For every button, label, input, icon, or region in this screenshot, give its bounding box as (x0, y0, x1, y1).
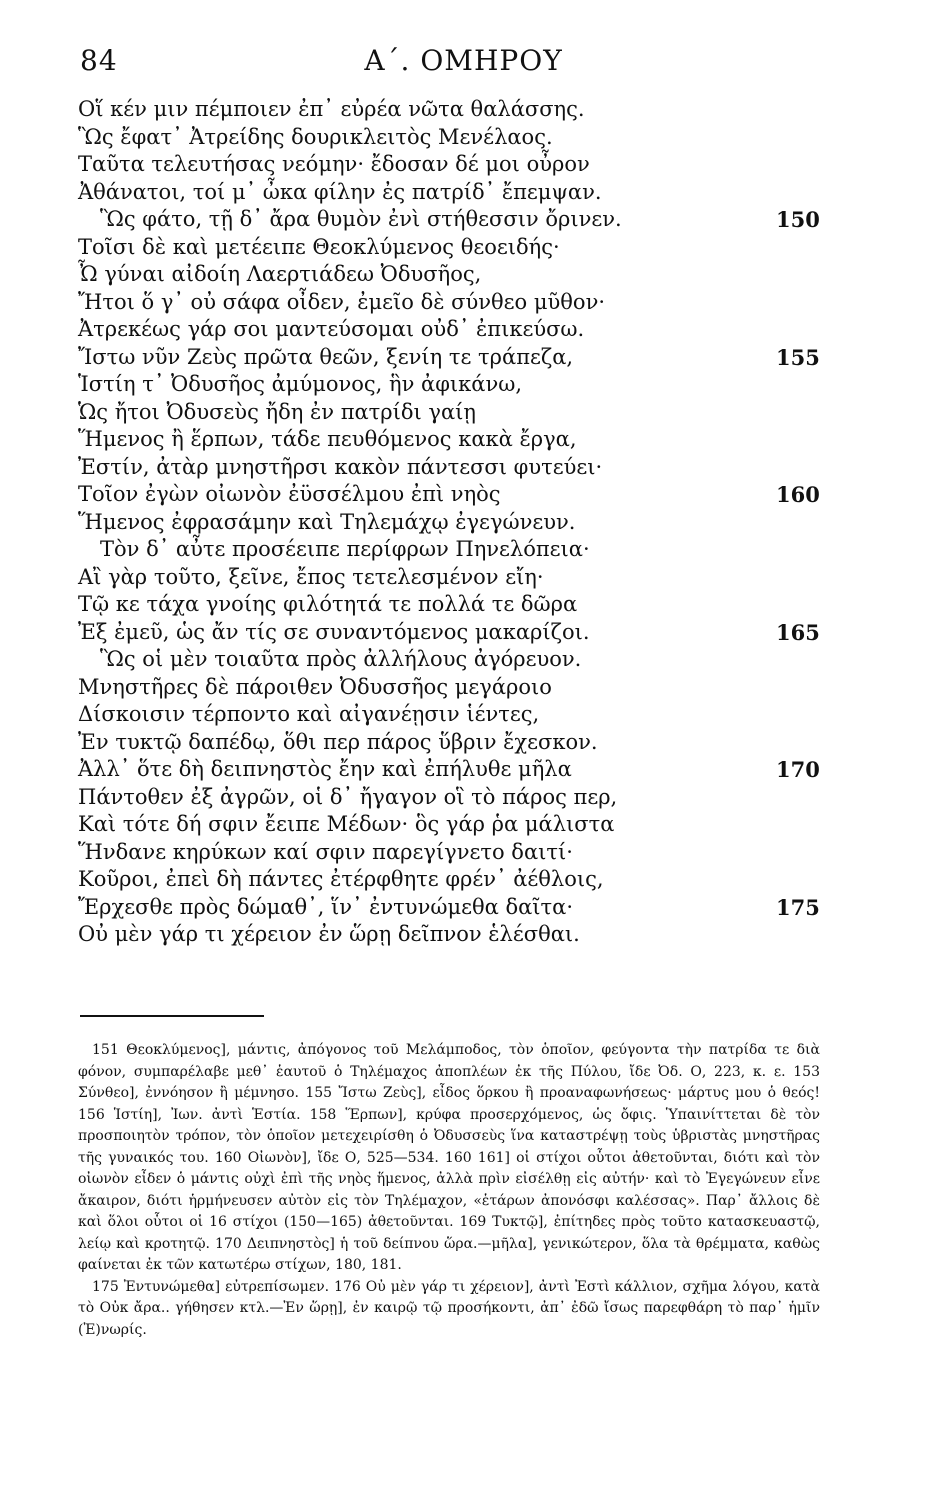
verse-line (78, 124, 838, 152)
verse-line (78, 894, 838, 922)
verse-text: Τῷ κε τάχα γνοίης φιλότητά τε πολλά τε δῶρα (78, 592, 578, 616)
verse-text: Ἐξ ἐμεῦ, ὡς ἄν τίς σε συναντόμενος μακαρίζοι. (78, 619, 590, 644)
verse-line (78, 811, 838, 839)
verse-line (78, 399, 838, 427)
footnote-paragraph: 151 Θεοκλύμενος], μάντις, ἀπόγονος τοῦ Μελάμποδος, τὸν ὁποῖον, φεύγοντα τὴν πατρίδα τε διὰ φόνον, συμπαρέλαβε μεθ᾽ ἑαυτοῦ ὁ Τηλέμαχος ἀποπλέων ἐκ τῆς Πύλου, ἴδε Ὀδ. Ο, 223, κ. ε. 153 Σύνθεο], ἐννόησον ἢ μέμνησο. 155 Ἴστω Ζεὺς], εἶδος ὅρκου ἢ προαναφωνήσεως· μάρτυς μου ὁ θεός! 156 Ἱστίη], Ἰων. ἀντὶ Ἑστία. 158 Ἕρπων], κρύφα προσερχόμενος, ὡς ὄφις. Ὑπαινίττεται δὲ τὸν προσποιητὸν τρόπον, τὸν ὁποῖον μετεχειρίσθη ὁ Ὀδυσσεὺς ἵνα καταστρέψῃ τοὺς ὑβριστὰς μνηστῆρας τῆς γυναικός του. 160 Οἰωνὸν], ἴδε Ο, 525—534. 160 161] οἱ στίχοι οὗτοι ἀθετοῦνται, διότι καὶ τὸν οἰωνὸν εἶδεν ὁ μάντις οὐχὶ ἐπὶ τῆς νηὸς ἥμενος, ἀλλὰ πρὶν εἰσέλθῃ εἰς αὐτήν· καὶ τὸ Ἐγεγώνευν εἶνε ἄκαιρον, διότι ἡρμήνευσεν αὐτὸν εἰς τὸν Τηλέμαχον, «ἑτάρων ἀπονόσφι καλέσσας». Παρ᾽ ἄλλοις δὲ καὶ ὅλοι οὗτοι οἱ 16 στίχοι (150—165) ἀθετοῦνται. 169 Τυκτῷ], ἐπίτηδες πρὸς τοῦτο κατασκευαστῷ, λείῳ καὶ κροτητῷ. 170 Δειπνηστὸς] ἡ τοῦ δείπνου ὥρα.—μῆλα], γενικώτερον, ὅλα τὰ θρέμματα, καθὼς φαίνεται ἐκ τῶν κατωτέρω στίχων, 180, 181. (78, 1042, 820, 1273)
page-number: 84 (80, 44, 118, 77)
line-number: 150 (776, 207, 820, 232)
verse-text: Οὐ μὲν γάρ τι χέρειον ἐν ὥρῃ δεῖπνον ἑλέσθαι. (78, 922, 580, 946)
verse-line (78, 96, 838, 124)
verse-text: Ὣς ἔφατ᾽ Ἀτρείδης δουρικλειτὸς Μενέλαος. (78, 124, 553, 149)
page-header (0, 44, 927, 84)
verse-line (78, 316, 838, 344)
verse-text: Ὣς οἱ μὲν τοιαῦτα πρὸς ἀλλήλους ἀγόρευον. (100, 647, 582, 671)
verse-text: Ἤτοι ὅ γ᾽ οὐ σάφα οἶδεν, ἐμεῖο δὲ σύνθεο μῦθον· (78, 289, 606, 314)
verse-text: Οἵ κέν μιν πέμποιεν ἐπ᾽ εὐρέα νῶτα θαλάσσης. (78, 97, 585, 121)
line-number: 155 (776, 344, 820, 370)
verse-line (78, 509, 838, 537)
footnote-divider (80, 1015, 264, 1017)
footnotes-section (78, 1040, 820, 1341)
verse-text: Πάντοθεν ἐξ ἀγρῶν, οἱ δ᾽ ἤγαγον οἳ τὸ πάρος περ, (78, 784, 618, 809)
verse-line (78, 536, 838, 564)
verse-text: Ταῦτα τελευτήσας νεόμην· ἔδοσαν δέ μοι οὖρον (78, 152, 590, 176)
verse-text: Ἀλλ᾽ ὅτε δὴ δειπνηστὸς ἔην καὶ ἐπήλυθε μῆλα (78, 757, 572, 781)
line-number: 160 (776, 482, 820, 507)
verse-line (78, 206, 838, 234)
verse-text: Ὣς φάτο, τῇ δ᾽ ἄρα θυμὸν ἐνὶ στήθεσσιν ὄρινεν. (100, 207, 622, 231)
verse-text: Ὡς ἤτοι Ὀδυσεὺς ἤδη ἐν πατρίδι γαίῃ (78, 399, 476, 424)
verse-text: Τοῖσι δὲ καὶ μετέειπε Θεοκλύμενος θεοειδής· (78, 234, 560, 259)
line-number: 175 (776, 894, 820, 920)
verse-line (78, 426, 838, 454)
line-number: 165 (776, 619, 820, 645)
verse-line (78, 179, 838, 207)
verse-line (78, 729, 838, 757)
verse-line (78, 151, 838, 179)
verse-line (78, 701, 838, 729)
verse-line (78, 921, 838, 949)
verse-line (78, 756, 838, 784)
verse-text: Ἥνδανε κηρύκων καί σφιν παρεγίγνετο δαιτί· (78, 839, 573, 864)
verse-line (78, 866, 838, 894)
verse-line (78, 481, 838, 509)
verse-line (78, 289, 838, 317)
verse-line (78, 784, 838, 812)
verse-text: Τὸν δ᾽ αὖτε προσέειπε περίφρων Πηνελόπεια· (100, 537, 590, 561)
running-title: Α΄. ΟΜΗΡΟΥ (364, 44, 563, 77)
verse-line (78, 261, 838, 289)
verse-text: Ἐστίν, ἀτὰρ μνηστῆρσι κακὸν πάντεσσι φυτεύει· (78, 454, 603, 479)
verse-block (78, 96, 838, 949)
verse-text: Ἱστίη τ᾽ Ὀδυσῆος ἀμύμονος, ἣν ἀφικάνω, (78, 372, 523, 396)
verse-line (78, 344, 838, 372)
verse-line (78, 674, 838, 702)
verse-text: Καὶ τότε δή σφιν ἔειπε Μέδων· ὃς γάρ ῥα μάλιστα (78, 812, 615, 836)
verse-text: Τοῖον ἐγὼν οἰωνὸν ἐϋσσέλμου ἐπὶ νηὸς (78, 482, 501, 506)
verse-line (78, 564, 838, 592)
verse-line (78, 619, 838, 647)
verse-text: Κοῦροι, ἐπεὶ δὴ πάντες ἐτέρφθητε φρέν᾽ ἀέθλοις, (78, 867, 604, 891)
verse-text: Αἲ γὰρ τοῦτο, ξεῖνε, ἔπος τετελεσμένον εἴη· (78, 564, 544, 589)
footnote-paragraph: 175 Ἐντυνώμεθα] εὐτρεπίσωμεν. 176 Οὐ μὲν γάρ τι χέρειον], ἀντὶ Ἐστὶ κάλλιον, σχῆμα λόγου, κατὰ τὸ Οὐκ ἄρα.. γήθησεν κτλ.—Ἐν ὥρῃ], ἐν καιρῷ τῷ προσήκοντι, ἀπ᾽ ἐδῶ ἴσως παρεφθάρη τὸ παρ᾽ ἡμῖν (Ἐ)νωρίς. (78, 1278, 820, 1338)
verse-line (78, 454, 838, 482)
verse-text: Ἔρχεσθε πρὸς δώμαθ᾽, ἵν᾽ ἐντυνώμεθα δαῖτα· (78, 894, 574, 919)
verse-text: Ἐν τυκτῷ δαπέδῳ, ὅθι περ πάρος ὕβριν ἔχεσκον. (78, 729, 598, 754)
verse-text: Μνηστῆρες δὲ πάροιθεν Ὀδυσσῆος μεγάροιο (78, 674, 552, 699)
verse-text: Δίσκοισιν τέρποντο καὶ αἰγανέῃσιν ἱέντες, (78, 702, 540, 726)
verse-line (78, 234, 838, 262)
verse-line (78, 839, 838, 867)
verse-text: Ὦ γύναι αἰδοίη Λαερτιάδεω Ὀδυσῆος, (78, 262, 482, 286)
verse-text: Ἥμενος ἢ ἕρπων, τάδε πευθόμενος κακὰ ἔργα, (78, 427, 577, 451)
line-number: 170 (776, 757, 820, 782)
verse-text: Ἀτρεκέως γάρ σοι μαντεύσομαι οὐδ᾽ ἐπικεύσω. (78, 317, 585, 341)
verse-line (78, 646, 838, 674)
verse-text: Ἀθάνατοι, τοί μ᾽ ὦκα φίλην ἐς πατρίδ᾽ ἔπεμψαν. (78, 179, 602, 204)
verse-text: Ἴστω νῦν Ζεὺς πρῶτα θεῶν, ξενίη τε τράπεζα, (78, 344, 574, 369)
verse-line (78, 371, 838, 399)
verse-text: Ἥμενος ἐφρασάμην καὶ Τηλεμάχῳ ἐγεγώνευν. (78, 509, 576, 534)
verse-line (78, 591, 838, 619)
